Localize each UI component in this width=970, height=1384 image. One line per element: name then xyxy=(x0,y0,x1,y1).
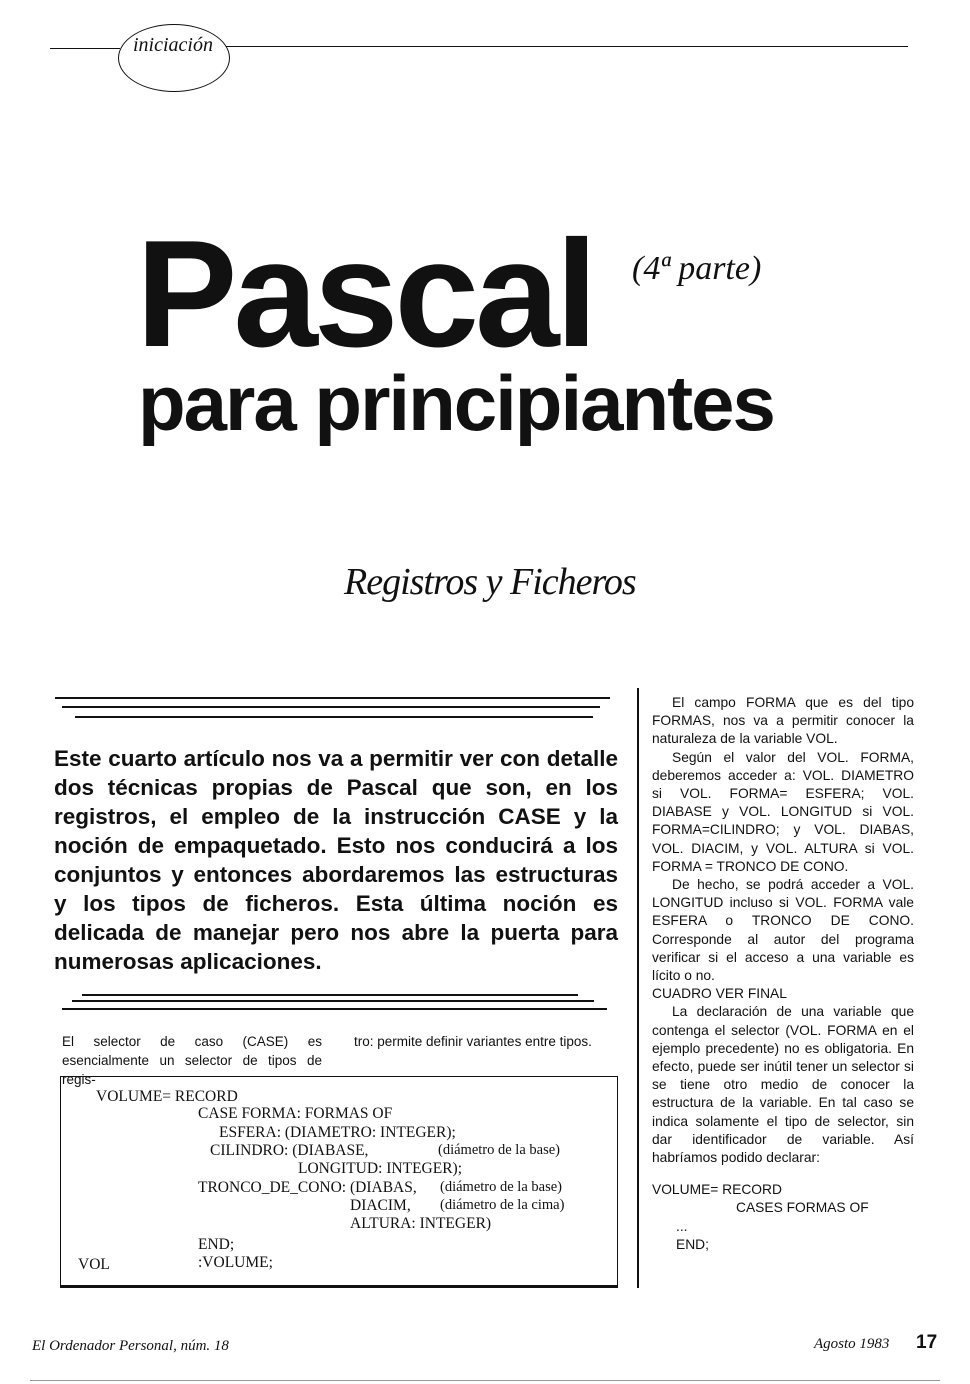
right-column xyxy=(652,694,914,1254)
right-code-line: CASES FORMAS OF xyxy=(736,1200,869,1216)
right-code-line: END; xyxy=(676,1236,709,1252)
title-part: (4ª parte) xyxy=(632,250,762,287)
footer-date: Agosto 1983 xyxy=(814,1336,890,1352)
section-label: iniciación xyxy=(133,34,213,56)
code-line: CASE FORMA: FORMAS OF xyxy=(198,1105,393,1122)
code-comment: (diámetro de la base) xyxy=(440,1179,562,1195)
code-line: END; xyxy=(198,1236,235,1253)
code-line: :VOLUME; xyxy=(198,1254,273,1271)
code-line: ALTURA: INTEGER) xyxy=(350,1215,492,1232)
article-subtitle: Registros y Ficheros xyxy=(344,561,636,603)
header-rule-right xyxy=(226,46,908,47)
code-line: TRONCO_DE_CONO: (DIABAS, xyxy=(198,1179,417,1196)
title-subtitle: para principiantes xyxy=(138,359,774,447)
divider-rule xyxy=(62,1008,607,1010)
right-paragraph: La declaración de una variable que contenga el selector (VOL. FORMA en el ejemplo precedente) no es obligatoria. En efecto, puede ser inútil tener un selector si se tiene otro medio de conocer la estructura de la variable. En tal caso se indica solamente el tipo de selector, sin dar identificador de variable. Así habríamos podido declarar: xyxy=(652,1004,914,1166)
code-line: DIACIM, xyxy=(350,1197,411,1214)
code-line: VOLUME= RECORD xyxy=(96,1088,238,1105)
right-heading: CUADRO VER FINAL xyxy=(652,986,787,1002)
divider-rule xyxy=(82,994,578,996)
title-main: Pascal xyxy=(136,209,594,379)
column-divider xyxy=(637,688,639,1288)
right-code-line: ... xyxy=(676,1218,688,1234)
divider-rule xyxy=(72,1000,594,1002)
code-comment: (diámetro de la cima) xyxy=(440,1197,565,1213)
lead-paragraph: Este cuarto artículo nos va a permitir ver con detalle dos técnicas propias de Pascal que son, en los registros, el empleo de la instrucción CASE y la noción de empaquetado. Esto nos conducirá a los conjuntos y entonces abordaremos las estructuras y los tipos de ficheros. Esta última noción es delicada de manejar pero nos abre la puerta para numerosas aplicaciones. xyxy=(54,746,618,974)
code-line: LONGITUD: INTEGER); xyxy=(298,1160,463,1177)
right-code-line: VOLUME= RECORD xyxy=(652,1182,782,1198)
page-number: 17 xyxy=(916,1332,938,1353)
divider-rule xyxy=(75,716,593,718)
divider-rule xyxy=(55,697,610,699)
code-comment: (diámetro de la base) xyxy=(438,1142,560,1158)
code-var-label: VOL xyxy=(78,1256,110,1273)
header-rule-left xyxy=(50,48,120,49)
footer-publication: El Ordenador Personal, núm. 18 xyxy=(32,1338,229,1354)
code-line: ESFERA: (DIAMETRO: INTEGER); xyxy=(219,1124,456,1141)
divider-rule xyxy=(62,706,600,708)
intro-column-left: El selector de caso (CASE) es esencialmente un selector de tipos de regis- xyxy=(62,1034,322,1087)
right-paragraph: El campo FORMA que es del tipo FORMAS, nos va a permitir conocer la naturaleza de la variable VOL. xyxy=(652,695,914,747)
code-line: CILINDRO: (DIABASE, xyxy=(210,1142,369,1159)
intro-column-right: tro: permite definir variantes entre tipos. xyxy=(354,1034,592,1049)
right-paragraph: De hecho, se podrá acceder a VOL. LONGITUD incluso si VOL. FORMA vale ESFERA o TRONCO DE CONO. Corresponde al autor del programa verificar si el acceso a una variable es lícito o no. xyxy=(652,877,914,984)
right-paragraph: Según el valor del VOL. FORMA, deberemos acceder a: VOL. DIAMETRO si VOL. FORMA= ESFERA; VOL. DIABASE y VOL. LONGITUD si VOL. FORMA=CILINDRO; y VOL. DIABAS, VOL. DIACIM, y VOL. ALTURA si VOL. FORMA = TRONCO DE CONO. xyxy=(652,749,914,874)
footer-rule xyxy=(30,1380,940,1381)
